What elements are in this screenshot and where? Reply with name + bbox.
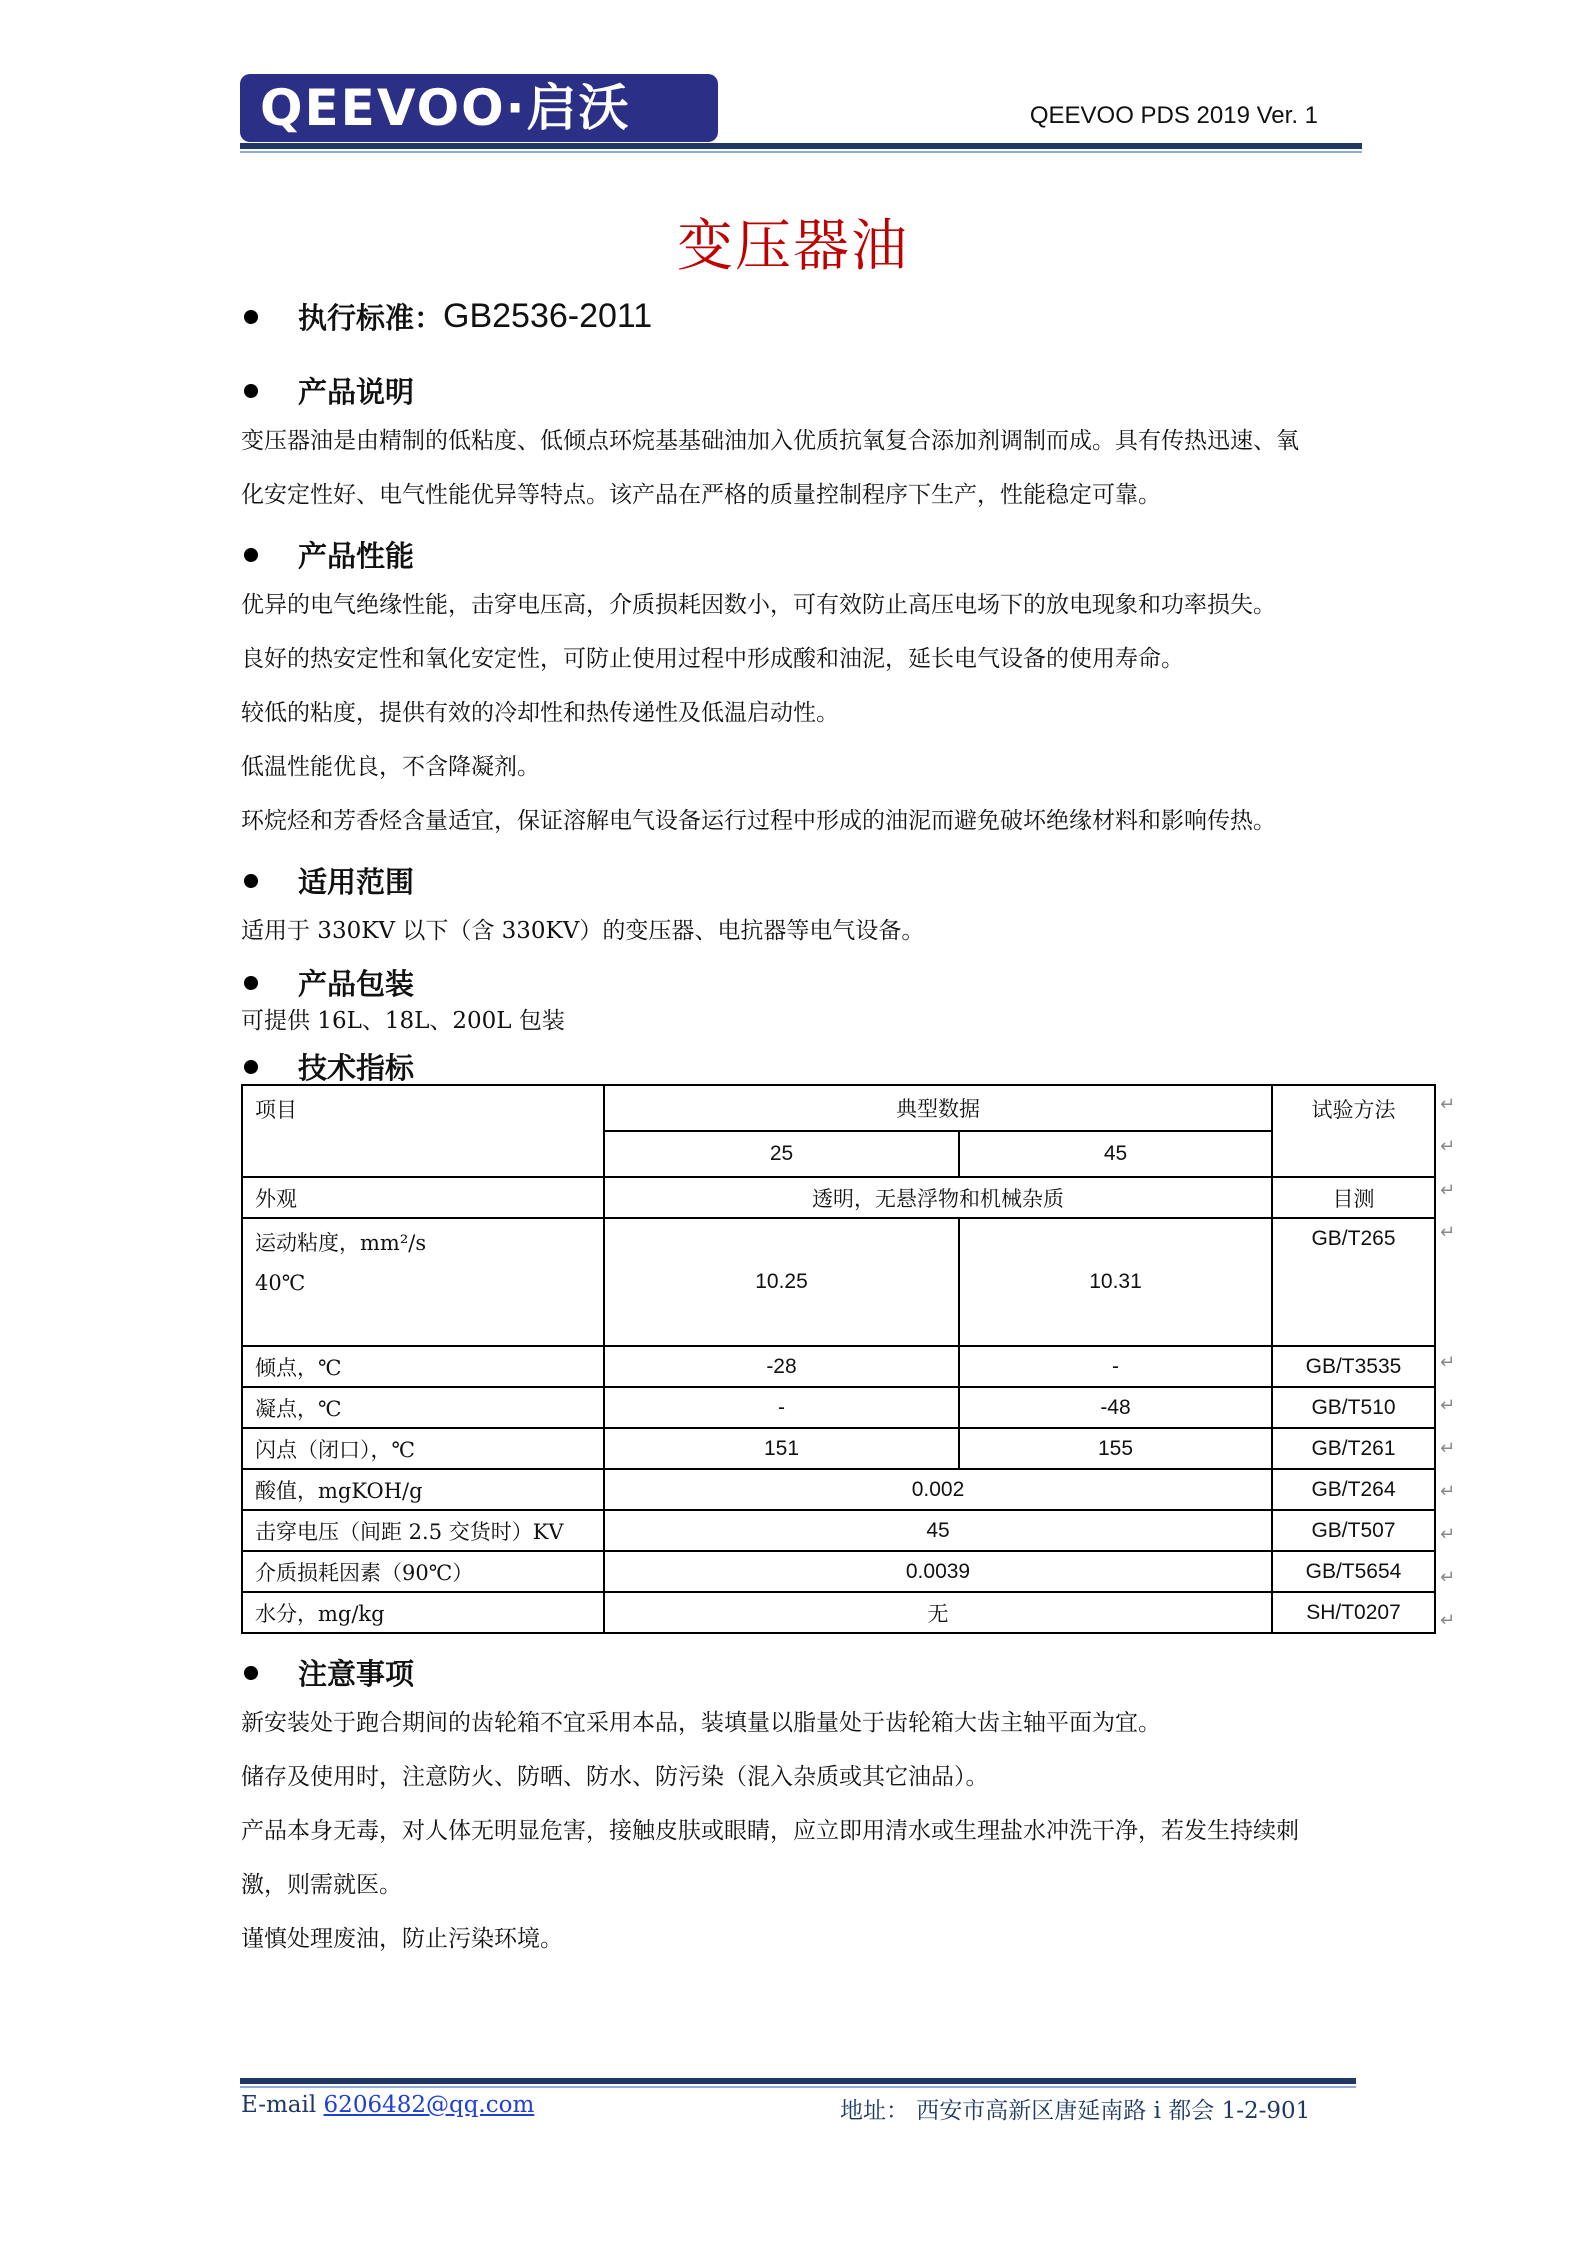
- paragraph-line: 储存及使用时，注意防火、防晒、防水、防污染（混入杂质或其它油品）。: [241, 1764, 989, 1790]
- bullet-icon: [244, 310, 258, 324]
- table-cell-label: 介质损耗因素（90℃）: [242, 1551, 604, 1592]
- table-header-typical: 典型数据: [604, 1085, 1272, 1131]
- section-heading: 产品说明: [298, 375, 415, 409]
- table-cell-method: GB/T261: [1272, 1428, 1435, 1469]
- email-link[interactable]: 6206482@qq.com: [323, 2092, 535, 2118]
- section-packaging-heading: [244, 962, 414, 1003]
- paragraph-mark-icon: ↵: [1440, 1567, 1456, 1588]
- section-heading: 产品包装: [298, 967, 415, 1001]
- table-row: [242, 1085, 1435, 1131]
- table-row: [242, 1551, 1435, 1592]
- paragraph-line: 较低的粘度，提供有效的冷却性和热传递性及低温启动性。: [241, 700, 839, 726]
- paragraph-mark-icon: ↵: [1440, 1136, 1456, 1157]
- table-cell-value: 透明，无悬浮物和机械杂质: [604, 1177, 1272, 1218]
- table-cell-value: 155: [959, 1428, 1272, 1469]
- document-reference: QEEVOO PDS 2019 Ver. 1: [1029, 102, 1318, 129]
- table-row: [242, 1510, 1435, 1551]
- paragraph-line: 产品本身无毒，对人体无明显危害，接触皮肤或眼睛，应立即用清水或生理盐水冲洗干净，若发生持续刺: [241, 1818, 1299, 1844]
- table-cell-value: -: [604, 1387, 959, 1428]
- paragraph-mark-icon: ↵: [1440, 1481, 1456, 1502]
- section-heading: 注意事项: [298, 1657, 415, 1691]
- paragraph-line: 可提供 16L、18L、200L 包装: [241, 1008, 565, 1034]
- header-rule-thin: [240, 151, 1362, 153]
- table-cell-method: GB/T5654: [1272, 1551, 1435, 1592]
- bullet-icon: [244, 976, 258, 990]
- header-rule: [240, 143, 1362, 149]
- table-cell-value: -48: [959, 1387, 1272, 1428]
- email-label: E-mail: [241, 2092, 324, 2118]
- table-cell-label: [242, 1218, 604, 1346]
- paragraph-mark-icon: ↵: [1440, 1094, 1456, 1115]
- table-cell-label: 闪点（闭口），℃: [242, 1428, 604, 1469]
- page-title: 变压器油: [677, 214, 909, 279]
- paragraph-line: 新安装处于跑合期间的齿轮箱不宜采用本品，装填量以脂量处于齿轮箱大齿主轴平面为宜。: [241, 1710, 1161, 1736]
- section-specs-heading: [244, 1046, 414, 1087]
- table-cell-method: GB/T3535: [1272, 1346, 1435, 1387]
- table-cell-label: 击穿电压（间距 2.5 交货时）KV: [242, 1510, 604, 1551]
- table-header-method: 试验方法: [1272, 1085, 1435, 1177]
- footer-email: [241, 2092, 534, 2118]
- paragraph-line: 化安定性好、电气性能优异等特点。该产品在严格的质量控制程序下生产，性能稳定可靠。: [241, 482, 1161, 508]
- table-cell-value: 45: [604, 1510, 1272, 1551]
- table-header-grade: 25: [604, 1131, 959, 1177]
- table-cell-value: 0.002: [604, 1469, 1272, 1510]
- table-row: [242, 1218, 1435, 1346]
- table-cell-value: 无: [604, 1592, 1272, 1633]
- table-cell-method: GB/T264: [1272, 1469, 1435, 1510]
- table-cell-method: 目测: [1272, 1177, 1435, 1218]
- section-heading: 技术指标: [298, 1051, 415, 1085]
- paragraph-line: 环烷烃和芳香烃含量适宜，保证溶解电气设备运行过程中形成的油泥而避免破坏绝缘材料和影响传热。: [241, 808, 1276, 834]
- table-cell-label: 外观: [242, 1177, 604, 1218]
- table-cell-method: SH/T0207: [1272, 1592, 1435, 1633]
- bullet-icon: [244, 874, 258, 888]
- table-row: [242, 1469, 1435, 1510]
- footer-address: 地址： 西安市高新区唐延南路 i 都会 1-2-901: [840, 2098, 1311, 2124]
- standard-label: 执行标准：: [298, 301, 444, 335]
- paragraph-mark-icon: ↵: [1440, 1438, 1456, 1459]
- company-logo: [240, 74, 718, 142]
- table-row: [242, 1387, 1435, 1428]
- paragraph-mark-icon: ↵: [1440, 1180, 1456, 1201]
- table-cell-value: -: [959, 1346, 1272, 1387]
- table-cell-value: 0.0039: [604, 1551, 1272, 1592]
- viscosity-sub-label: 40℃: [255, 1271, 306, 1295]
- table-header-item: 项目: [242, 1085, 604, 1177]
- paragraph-mark-icon: ↵: [1440, 1395, 1456, 1416]
- table-cell-method: GB/T510: [1272, 1387, 1435, 1428]
- paragraph-line: 变压器油是由精制的低粘度、低倾点环烷基基础油加入优质抗氧复合添加剂调制而成。具有传热迅速、氧: [241, 428, 1299, 454]
- table-row: [242, 1592, 1435, 1633]
- paragraph-mark-icon: ↵: [1440, 1524, 1456, 1545]
- standard-code: GB2536-2011: [443, 297, 653, 335]
- spec-table: [241, 1084, 1436, 1634]
- paragraph-mark-icon: ↵: [1440, 1222, 1456, 1243]
- table-cell-value: 10.25: [604, 1218, 959, 1346]
- table-cell-label: 凝点，℃: [242, 1387, 604, 1428]
- paragraph-mark-icon: ↵: [1440, 1610, 1456, 1631]
- standard-row: [244, 296, 652, 337]
- viscosity-label: 运动粘度，mm²/s: [255, 1231, 427, 1255]
- table-row: [242, 1428, 1435, 1469]
- table-cell-label: 酸值，mgKOH/g: [242, 1469, 604, 1510]
- footer-rule: [240, 2078, 1356, 2084]
- logo-text: QEEVOO·启沃: [260, 79, 631, 137]
- paragraph-mark-icon: ↵: [1440, 1352, 1456, 1373]
- paragraph-line: 适用于 330KV 以下（含 330KV）的变压器、电抗器等电气设备。: [241, 918, 925, 944]
- paragraph-line: 谨慎处理废油，防止污染环境。: [241, 1926, 563, 1952]
- section-performance-heading: [244, 534, 414, 575]
- table-cell-value: 151: [604, 1428, 959, 1469]
- section-heading: 适用范围: [298, 865, 415, 899]
- section-scope-heading: [244, 860, 414, 901]
- table-cell-label: 倾点，℃: [242, 1346, 604, 1387]
- table-cell-method: GB/T507: [1272, 1510, 1435, 1551]
- bullet-icon: [244, 1666, 258, 1680]
- table-cell-method: GB/T265: [1272, 1218, 1435, 1346]
- table-cell-value: 10.31: [959, 1218, 1272, 1346]
- paragraph-line: 激，则需就医。: [241, 1872, 402, 1898]
- table-cell-value: -28: [604, 1346, 959, 1387]
- table-cell-label: 水分，mg/kg: [242, 1592, 604, 1633]
- section-heading: 产品性能: [298, 539, 415, 573]
- paragraph-line: 优异的电气绝缘性能，击穿电压高，介质损耗因数小，可有效防止高压电场下的放电现象和功率损失。: [241, 592, 1276, 618]
- table-header-grade: 45: [959, 1131, 1272, 1177]
- paragraph-line: 良好的热安定性和氧化安定性，可防止使用过程中形成酸和油泥，延长电气设备的使用寿命。: [241, 646, 1184, 672]
- bullet-icon: [244, 384, 258, 398]
- section-description-heading: [244, 370, 414, 411]
- paragraph-line: 低温性能优良，不含降凝剂。: [241, 754, 540, 780]
- bullet-icon: [244, 1060, 258, 1074]
- table-row: [242, 1346, 1435, 1387]
- table-row: [242, 1177, 1435, 1218]
- bullet-icon: [244, 548, 258, 562]
- section-notes-heading: [244, 1652, 414, 1693]
- footer-rule-thin: [240, 2086, 1356, 2088]
